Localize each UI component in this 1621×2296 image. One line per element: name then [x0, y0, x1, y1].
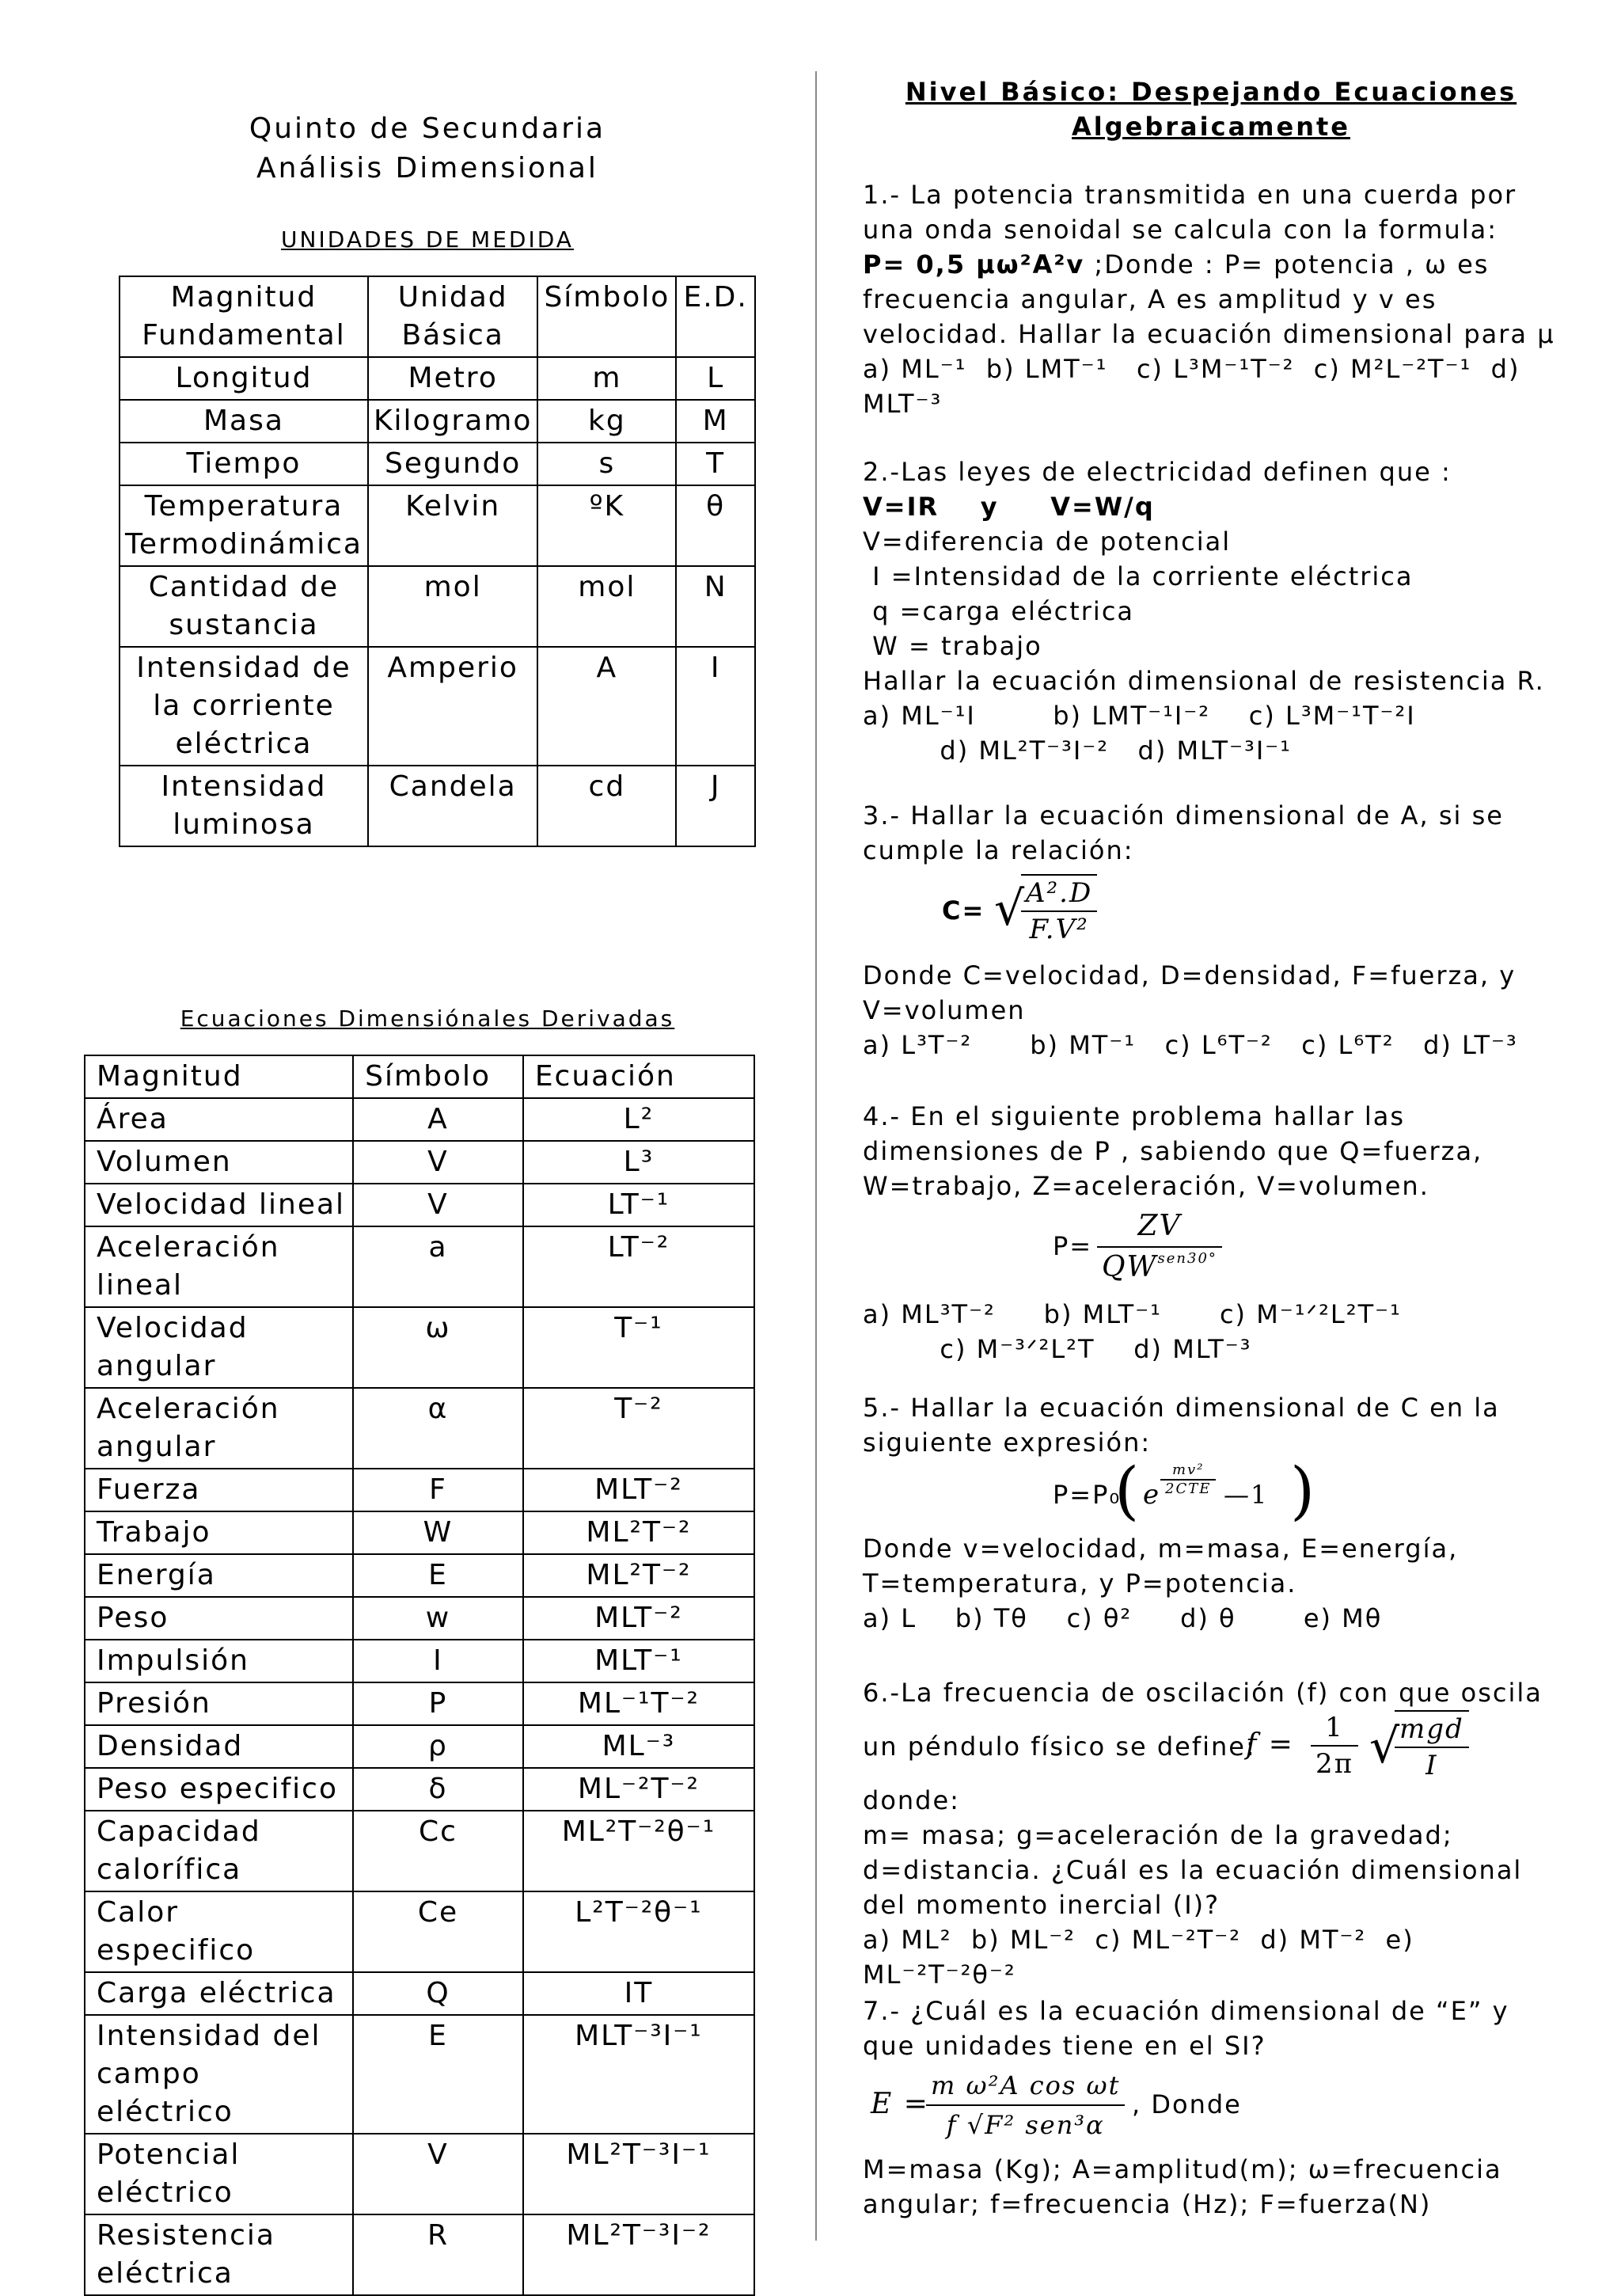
question-2-def-3: q =carga eléctrica: [863, 596, 1135, 626]
question-2-def-2: I =Intensidad de la corriente eléctrica: [863, 561, 1414, 591]
question-6-den-1: 2π: [1315, 1748, 1353, 1780]
question-6-where-label: donde:: [863, 1785, 960, 1815]
question-7-where: M=masa (Kg); A=amplitud(m); ω=frecuencia angular; f=frecuencia (Hz); F=fuerza(N): [863, 2154, 1512, 2219]
exercises-heading-line-2: Algebraicamente: [1072, 112, 1350, 142]
question-6-num-2: mgd: [1395, 1712, 1469, 1748]
question-5-formula: [863, 1454, 1559, 1531]
derived-cell: LT⁻¹: [523, 1184, 754, 1226]
units-cell: J: [676, 766, 755, 846]
derived-cell: Resistencia eléctrica: [85, 2214, 353, 2295]
derived-cell: ML⁻¹T⁻²: [523, 1682, 754, 1725]
derived-row: [85, 2134, 754, 2214]
question-7-lhs: E =: [871, 2088, 929, 2120]
question-1-text-2: ;Donde : P= potencia , ω es frecuencia angular, A es amplitud y v es velocidad. Hallar la ecuación dimensional para μ: [863, 249, 1555, 349]
derived-cell: ω: [353, 1307, 523, 1388]
units-title: UNIDADES DE MEDIDA: [281, 226, 574, 253]
question-3-fraction: [1021, 874, 1097, 947]
question-2-def-1: V=diferencia de potencial: [863, 526, 1232, 557]
derived-row: [85, 1811, 754, 1891]
question-1-options: a) ML⁻¹ b) LMT⁻¹ c) L³M⁻¹T⁻² c) M²L⁻²T⁻¹ d) MLT⁻³: [863, 354, 1530, 419]
derived-cell: L²T⁻²θ⁻¹: [523, 1891, 754, 1972]
question-7-fraction: [926, 2066, 1125, 2144]
derived-cell: LT⁻²: [523, 1226, 754, 1307]
units-cell: Masa: [120, 400, 368, 443]
units-table: [119, 276, 756, 847]
derived-row: [85, 1768, 754, 1811]
derived-cell: Ce: [353, 1891, 523, 1972]
question-3: [863, 798, 1559, 1062]
derived-row: [85, 1725, 754, 1768]
derived-cell: I: [353, 1640, 523, 1682]
derived-title: Ecuaciones Dimensiónales Derivadas: [180, 1005, 675, 1032]
derived-row: [85, 1972, 754, 2015]
derived-cell: MLT⁻³I⁻¹: [523, 2015, 754, 2134]
derived-cell: P: [353, 1682, 523, 1725]
question-6-text: 6.-La frecuencia de oscilación (f) con que oscila: [863, 1678, 1543, 1708]
derived-cell: Impulsión: [85, 1640, 353, 1682]
question-4-text: 4.- En el siguiente problema hallar las dimensiones de P , sabiendo que Q=fuerza, W=trabajo, Z=aceleración, V=volumen.: [863, 1101, 1493, 1201]
derived-cell: W: [353, 1511, 523, 1554]
units-row: [120, 485, 755, 566]
derived-cell: α: [353, 1388, 523, 1469]
question-1: [863, 177, 1559, 421]
units-cell: Metro: [368, 357, 537, 400]
derived-cell: A: [353, 1098, 523, 1141]
derived-cell: Capacidad calorífica: [85, 1811, 353, 1891]
units-cell: mol: [537, 566, 676, 647]
question-2-text: 2.-Las leyes de electricidad definen que :: [863, 457, 1452, 487]
derived-cell: ML²T⁻³I⁻¹: [523, 2134, 754, 2214]
derived-cell: ML²T⁻²θ⁻¹: [523, 1811, 754, 1891]
derived-row: [85, 1469, 754, 1511]
derived-cell: MLT⁻²: [523, 1469, 754, 1511]
derived-row: [85, 1554, 754, 1597]
units-cell: Tiempo: [120, 443, 368, 485]
question-1-text: 1.- La potencia transmitida en una cuerda por una onda senoidal se calcula con la formula:: [863, 180, 1527, 245]
derived-cell: δ: [353, 1768, 523, 1811]
exercises-heading: [863, 74, 1559, 144]
derived-row: [85, 1891, 754, 1972]
derived-table: [84, 1055, 755, 2296]
question-1-formula: P= 0,5 μω²A²v: [863, 249, 1085, 279]
question-6-formula-row: [863, 1710, 1559, 1783]
derived-cell: E: [353, 2015, 523, 2134]
derived-cell: F: [353, 1469, 523, 1511]
radical-sign: √: [994, 881, 1027, 937]
question-3-options: a) L³T⁻² b) MT⁻¹ c) L⁶T⁻² c) L⁶T² d) LT⁻³: [863, 1030, 1518, 1060]
question-7-formula: [863, 2063, 1559, 2152]
units-row: [120, 647, 755, 766]
derived-cell: Calor especifico: [85, 1891, 353, 1972]
units-row: [120, 400, 755, 443]
derived-row: [85, 1226, 754, 1307]
derived-cell: V: [353, 1141, 523, 1184]
derived-cell: R: [353, 2214, 523, 2295]
derived-row: [85, 1184, 754, 1226]
units-cell: mol: [368, 566, 537, 647]
derived-cell: Trabajo: [85, 1511, 353, 1554]
question-6-options: a) ML² b) ML⁻² c) ML⁻²T⁻² d) MT⁻² e) ML⁻²T⁻²θ⁻²: [863, 1925, 1424, 1990]
units-cell: Cantidad de sustancia: [120, 566, 368, 647]
question-6-fraction-1: [1311, 1710, 1358, 1781]
question-5-exp-num: mv²: [1160, 1462, 1216, 1481]
units-cell: Kelvin: [368, 485, 537, 566]
derived-cell: Cc: [353, 1811, 523, 1891]
derived-row: [85, 1597, 754, 1640]
derived-cell: Fuerza: [85, 1469, 353, 1511]
derived-cell: Aceleración lineal: [85, 1226, 353, 1307]
derived-cell: Área: [85, 1098, 353, 1141]
question-5-text: 5.- Hallar la ecuación dimensional de C en la siguiente expresión:: [863, 1393, 1509, 1458]
derived-cell: Aceleración angular: [85, 1388, 353, 1469]
derived-cell: MLT⁻²: [523, 1597, 754, 1640]
units-cell: M: [676, 400, 755, 443]
derived-cell: Energía: [85, 1554, 353, 1597]
derived-header-cell: Ecuación: [523, 1055, 754, 1098]
derived-cell: ML⁻³: [523, 1725, 754, 1768]
question-6-num-1: 1: [1311, 1710, 1358, 1747]
units-cell: ºK: [537, 485, 676, 566]
exercises-heading-line-1: Nivel Básico: Despejando Ecuaciones: [905, 77, 1517, 107]
derived-cell: Presión: [85, 1682, 353, 1725]
units-cell: Intensidad de la corriente eléctrica: [120, 647, 368, 766]
question-3-formula: [863, 868, 1559, 958]
question-4-lhs: P=: [1053, 1231, 1093, 1261]
units-cell: Candela: [368, 766, 537, 846]
units-cell: L: [676, 357, 755, 400]
page-title: [79, 109, 776, 188]
radical-sign-2: √: [1369, 1719, 1402, 1774]
question-5-exponent: [1160, 1462, 1216, 1498]
question-5-where: Donde v=velocidad, m=masa, E=energía, T=temperatura, y P=potencia.: [863, 1534, 1468, 1598]
question-7-text: 7.- ¿Cuál es la ecuación dimensional de “E” y que unidades tiene en el SI?: [863, 1996, 1519, 2061]
units-row: [120, 766, 755, 846]
derived-cell: Carga eléctrica: [85, 1972, 353, 2015]
question-3-where: Donde C=velocidad, D=densidad, F=fuerza, y V=volumen: [863, 960, 1526, 1025]
question-7: [863, 1994, 1559, 2222]
question-5: [863, 1390, 1559, 1636]
question-3-lhs: C=: [942, 895, 985, 926]
derived-cell: T⁻²: [523, 1388, 754, 1469]
units-cell: s: [537, 443, 676, 485]
derived-row: [85, 1682, 754, 1725]
derived-cell: T⁻¹: [523, 1307, 754, 1388]
question-7-denominator: f √F² sen³α: [946, 2110, 1105, 2140]
units-cell: N: [676, 566, 755, 647]
derived-cell: MLT⁻¹: [523, 1640, 754, 1682]
question-2: [863, 454, 1559, 768]
derived-cell: L³: [523, 1141, 754, 1184]
title-line-1: Quinto de Secundaria: [249, 112, 606, 145]
units-cell: Kilogramo: [368, 400, 537, 443]
question-4-fraction: [1097, 1207, 1222, 1287]
derived-header-cell: Símbolo: [353, 1055, 523, 1098]
derived-row: [85, 2015, 754, 2134]
derived-cell: ML²T⁻²: [523, 1511, 754, 1554]
derived-cell: V: [353, 2134, 523, 2214]
question-5-tail: —1: [1224, 1480, 1269, 1510]
question-3-numerator: A².D: [1021, 876, 1097, 912]
derived-cell: Velocidad lineal: [85, 1184, 353, 1226]
question-4-options-1: a) ML³T⁻² b) MLT⁻¹ c) M⁻¹ᐟ²L²T⁻¹: [863, 1299, 1402, 1329]
question-4-numerator: ZV: [1097, 1207, 1222, 1248]
right-paren: ): [1290, 1454, 1317, 1527]
question-6-lhs: f =: [1246, 1728, 1294, 1761]
derived-cell: ρ: [353, 1725, 523, 1768]
question-5-exp-den: 2CTE: [1165, 1481, 1212, 1497]
question-6-fraction-2: [1395, 1710, 1469, 1783]
question-4: [863, 1099, 1559, 1367]
units-header-cell: Símbolo: [537, 276, 676, 357]
units-cell: kg: [537, 400, 676, 443]
question-2-laws: V=IR y V=W/q: [863, 492, 1155, 522]
units-cell: θ: [676, 485, 755, 566]
derived-cell: a: [353, 1226, 523, 1307]
units-cell: Temperatura Termodinámica: [120, 485, 368, 566]
derived-cell: Q: [353, 1972, 523, 2015]
question-7-tail: , Donde: [1132, 2089, 1242, 2119]
units-row: [120, 443, 755, 485]
title-line-2: Análisis Dimensional: [256, 152, 598, 184]
column-divider: [815, 71, 817, 2241]
derived-row: [85, 1511, 754, 1554]
question-7-numerator: m ω²A cos ωt: [926, 2066, 1125, 2106]
units-header-cell: Unidad Básica: [368, 276, 537, 357]
units-cell: I: [676, 647, 755, 766]
derived-cell: Peso: [85, 1597, 353, 1640]
derived-cell: Densidad: [85, 1725, 353, 1768]
derived-cell: w: [353, 1597, 523, 1640]
derived-cell: Volumen: [85, 1141, 353, 1184]
question-2-options-2: d) ML²T⁻³I⁻² d) MLT⁻³I⁻¹: [863, 736, 1292, 766]
question-2-options-1: a) ML⁻¹I b) LMT⁻¹I⁻² c) L³M⁻¹T⁻²I: [863, 701, 1416, 731]
derived-cell: V: [353, 1184, 523, 1226]
question-6-text-2: un péndulo físico se define:: [863, 1732, 1256, 1762]
derived-row: [85, 1098, 754, 1141]
units-cell: T: [676, 443, 755, 485]
derived-header-row: [85, 1055, 754, 1098]
question-6-den-2: I: [1425, 1750, 1438, 1781]
derived-row: [85, 1388, 754, 1469]
units-cell: Intensidad luminosa: [120, 766, 368, 846]
units-header-cell: Magnitud Fundamental: [120, 276, 368, 357]
units-cell: Amperio: [368, 647, 537, 766]
question-6: [863, 1675, 1559, 1992]
units-cell: A: [537, 647, 676, 766]
units-row: [120, 357, 755, 400]
derived-cell: Intensidad del campo eléctrico: [85, 2015, 353, 2134]
units-header-cell: E.D.: [676, 276, 755, 357]
derived-cell: L²: [523, 1098, 754, 1141]
units-cell: Segundo: [368, 443, 537, 485]
derived-cell: E: [353, 1554, 523, 1597]
question-5-options: a) L b) Tθ c) θ² d) θ e) Mθ: [863, 1603, 1383, 1633]
units-row: [120, 566, 755, 647]
derived-cell: Velocidad angular: [85, 1307, 353, 1388]
derived-cell: ML²T⁻²: [523, 1554, 754, 1597]
left-paren: (: [1114, 1454, 1141, 1527]
units-header-row: [120, 276, 755, 357]
derived-row: [85, 1307, 754, 1388]
derived-cell: Potencial eléctrico: [85, 2134, 353, 2214]
derived-header-cell: Magnitud: [85, 1055, 353, 1098]
derived-cell: ML²T⁻³I⁻²: [523, 2214, 754, 2295]
derived-cell: ML⁻²T⁻²: [523, 1768, 754, 1811]
question-2-ask: Hallar la ecuación dimensional de resistencia R.: [863, 666, 1545, 696]
question-4-formula: [863, 1203, 1559, 1297]
derived-row: [85, 2214, 754, 2295]
question-4-options-2: c) M⁻³ᐟ²L²T d) MLT⁻³: [863, 1334, 1252, 1364]
derived-cell: Peso especifico: [85, 1768, 353, 1811]
question-3-text: 3.- Hallar la ecuación dimensional de A, si se cumple la relación:: [863, 800, 1514, 865]
question-4-exponent: sen30°: [1157, 1250, 1217, 1267]
question-5-lhs: P=P₀: [1053, 1480, 1122, 1510]
question-3-denominator: F.V²: [1029, 914, 1089, 945]
units-cell: m: [537, 357, 676, 400]
units-cell: Longitud: [120, 357, 368, 400]
derived-cell: IT: [523, 1972, 754, 2015]
question-4-denominator: QW: [1102, 1251, 1158, 1283]
question-6-where: m= masa; g=aceleración de la gravedad; d=distancia. ¿Cuál es la ecuación dimensional del momento inercial (I)?: [863, 1820, 1532, 1920]
derived-row: [85, 1640, 754, 1682]
units-cell: cd: [537, 766, 676, 846]
question-2-def-4: W = trabajo: [863, 631, 1042, 661]
question-5-base: e: [1143, 1479, 1161, 1511]
derived-row: [85, 1141, 754, 1184]
